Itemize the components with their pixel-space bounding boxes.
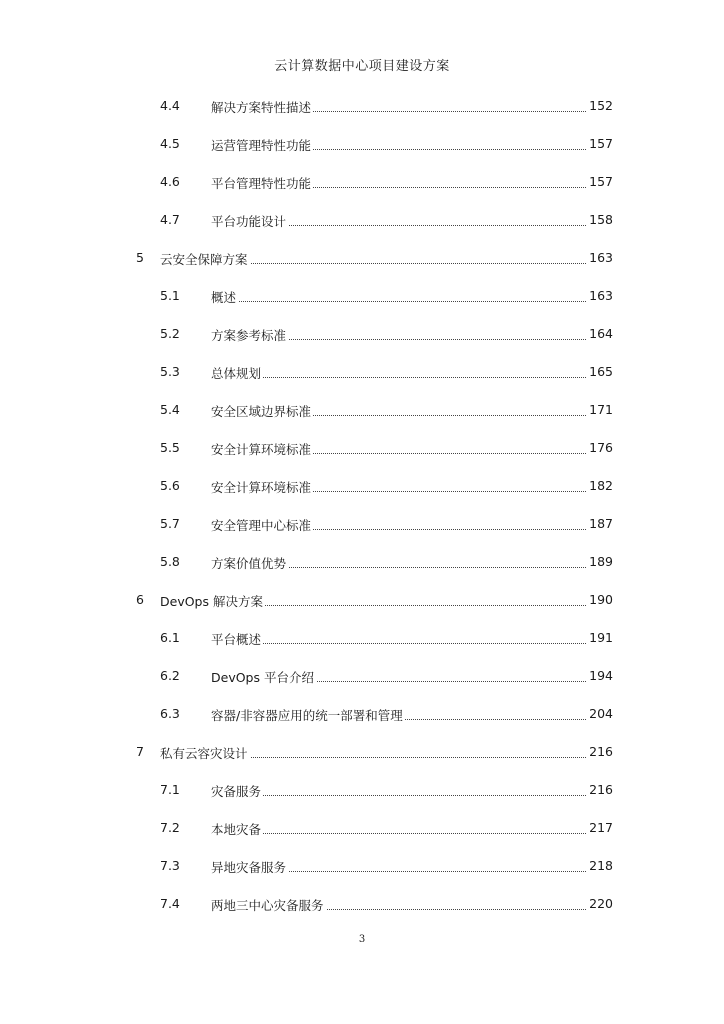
toc-entry-page-number: 163 [589, 250, 613, 265]
toc-entry[interactable] [0, 582, 724, 620]
toc-entry-page-number: 187 [589, 516, 613, 531]
toc-entry[interactable] [0, 430, 724, 468]
toc-entry-title[interactable]: DevOps 解决方案 [160, 594, 263, 609]
toc-entry[interactable] [0, 886, 724, 924]
toc-entry-number: 5.4 [160, 402, 180, 417]
toc-entry-number: 5.8 [160, 554, 180, 569]
toc-entry-title[interactable]: 安全计算环境标准 [211, 442, 312, 457]
toc-entry-title[interactable]: 平台功能设计 [211, 214, 287, 229]
toc-entry-number: 6.2 [160, 668, 180, 683]
toc-entry-title[interactable]: 灾备服务 [211, 784, 262, 799]
toc-entry-title[interactable]: 安全计算环境标准 [211, 480, 312, 495]
toc-entry[interactable] [0, 278, 724, 316]
toc-entry-title[interactable]: 异地灾备服务 [211, 860, 287, 875]
toc-entry[interactable] [0, 848, 724, 886]
page-header: 云计算数据中心项目建设方案 [274, 59, 450, 74]
toc-entry-title[interactable]: 本地灾备 [211, 822, 262, 837]
toc-entry-number: 5.7 [160, 516, 180, 531]
toc-entry[interactable] [0, 544, 724, 582]
toc-entry-page-number: 158 [589, 212, 613, 227]
page-number: 3 [358, 934, 366, 945]
toc-dot-leader [211, 301, 590, 302]
toc-entry-page-number: 190 [589, 592, 613, 607]
toc-entry-page-number: 220 [589, 896, 613, 911]
toc-dot-leader [211, 795, 590, 796]
toc-entry[interactable] [0, 316, 724, 354]
toc-entry-title[interactable]: 概述 [211, 290, 237, 305]
toc-dot-leader [211, 833, 590, 834]
toc-entry-number: 7 [136, 744, 144, 759]
toc-entry-title[interactable]: 解决方案特性描述 [211, 100, 312, 115]
toc-entry-page-number: 164 [589, 326, 613, 341]
toc-entry-number: 5.1 [160, 288, 180, 303]
toc-entry-page-number: 191 [589, 630, 613, 645]
toc-entry[interactable] [0, 658, 724, 696]
toc-entry-page-number: 218 [589, 858, 613, 873]
toc-entry-page-number: 176 [589, 440, 613, 455]
toc-entry-page-number: 165 [589, 364, 613, 379]
toc-entry[interactable] [0, 696, 724, 734]
toc-entry-page-number: 171 [589, 402, 613, 417]
toc-entry[interactable] [0, 164, 724, 202]
toc-entry-number: 5 [136, 250, 144, 265]
toc-dot-leader [211, 377, 590, 378]
toc-entry-number: 7.1 [160, 782, 180, 797]
toc-entry[interactable] [0, 506, 724, 544]
toc-entry-number: 7.2 [160, 820, 180, 835]
toc-entry-number: 4.4 [160, 98, 180, 113]
toc-entry-page-number: 157 [589, 136, 613, 151]
toc-entry-page-number: 152 [589, 98, 613, 113]
toc-entry-number: 6 [136, 592, 144, 607]
toc-entry-number: 4.7 [160, 212, 180, 227]
toc-entry-title[interactable]: 总体规划 [211, 366, 262, 381]
toc-entry-title[interactable]: 私有云容灾设计 [160, 746, 248, 761]
toc-entry-title[interactable]: 平台概述 [211, 632, 262, 647]
toc-entry[interactable] [0, 202, 724, 240]
toc-entry-page-number: 217 [589, 820, 613, 835]
toc-entry-title[interactable]: 云安全保障方案 [160, 252, 248, 267]
toc-entry-page-number: 163 [589, 288, 613, 303]
toc-entry-number: 4.5 [160, 136, 180, 151]
toc-entry-title[interactable]: DevOps 平台介绍 [211, 670, 314, 685]
toc-entry[interactable] [0, 354, 724, 392]
toc-entry-title[interactable]: 方案价值优势 [211, 556, 287, 571]
toc-entry-page-number: 157 [589, 174, 613, 189]
toc-entry-number: 5.2 [160, 326, 180, 341]
toc-entry-page-number: 194 [589, 668, 613, 683]
toc-entry-page-number: 216 [589, 744, 613, 759]
toc-entry-title[interactable]: 两地三中心灾备服务 [211, 898, 324, 913]
toc-entry-number: 7.4 [160, 896, 180, 911]
toc-entry[interactable] [0, 392, 724, 430]
toc-entry-number: 4.6 [160, 174, 180, 189]
toc-entry-number: 5.6 [160, 478, 180, 493]
toc-entry-number: 7.3 [160, 858, 180, 873]
toc-entry[interactable] [0, 88, 724, 126]
toc-entry[interactable] [0, 240, 724, 278]
toc-entry-page-number: 216 [589, 782, 613, 797]
toc-dot-leader [211, 643, 590, 644]
toc-entry-page-number: 182 [589, 478, 613, 493]
toc-entry-title[interactable]: 方案参考标准 [211, 328, 287, 343]
toc-entry-number: 6.3 [160, 706, 180, 721]
toc-entry[interactable] [0, 468, 724, 506]
toc-entry[interactable] [0, 126, 724, 164]
toc-entry-number: 6.1 [160, 630, 180, 645]
toc-entry[interactable] [0, 620, 724, 658]
toc-entry-title[interactable]: 平台管理特性功能 [211, 176, 312, 191]
toc-entry-title[interactable]: 运营管理特性功能 [211, 138, 312, 153]
toc-entry-number: 5.5 [160, 440, 180, 455]
toc-entry[interactable] [0, 772, 724, 810]
toc-entry[interactable] [0, 734, 724, 772]
toc-entry[interactable] [0, 810, 724, 848]
toc-entry-title[interactable]: 安全管理中心标准 [211, 518, 312, 533]
toc-entry-page-number: 204 [589, 706, 613, 721]
table-of-contents [0, 88, 724, 924]
toc-entry-page-number: 189 [589, 554, 613, 569]
toc-entry-title[interactable]: 安全区域边界标准 [211, 404, 312, 419]
toc-entry-number: 5.3 [160, 364, 180, 379]
toc-entry-title[interactable]: 容器/非容器应用的统一部署和管理 [211, 708, 403, 723]
